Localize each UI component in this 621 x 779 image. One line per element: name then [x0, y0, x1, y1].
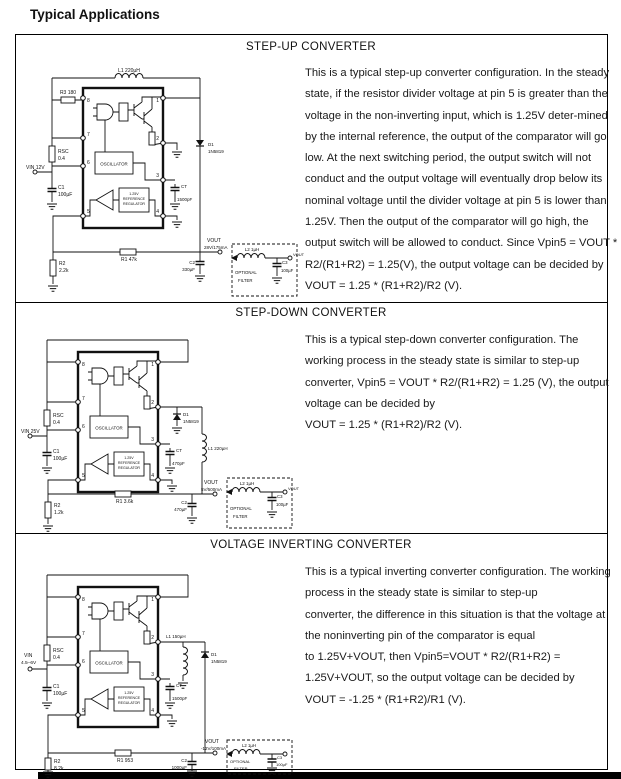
capacitor-ct [171, 184, 180, 194]
inductor-l1-label: L1 220µH [118, 68, 140, 74]
ground-symbol [167, 486, 177, 491]
inductor-l1 [202, 434, 207, 462]
ground-symbol [43, 772, 53, 777]
vout-terminal [213, 492, 217, 496]
desc-line: converter, the difference in this situation is that the voltage at [305, 608, 606, 621]
desc-line: This is a typical step-up converter configuration. In the steady [305, 67, 610, 79]
inductor-l1 [115, 74, 143, 79]
vout-label: VOUT [205, 739, 219, 745]
vin-label: VIN 12V [26, 165, 45, 171]
optional-label: OPTIONAL [230, 759, 251, 764]
c1-value: 100µF [58, 192, 73, 198]
diode-d1 [173, 414, 181, 420]
ct-label: CT [176, 683, 182, 688]
desc-line: This is a typical inverting converter configuration. The working [305, 566, 611, 578]
capacitor-c2 [188, 758, 197, 768]
c2-label: C2 [181, 500, 187, 505]
inductor-l2 [232, 488, 260, 493]
desc-line: 1.25V+VOUT, so the output voltage can be decided by [305, 672, 575, 685]
inductor-l2-label: L2 1µH [242, 743, 256, 748]
rsc-label: RSC [53, 413, 64, 419]
desc-line: nominal voltage until the divider voltage at pin 5 is lower than [305, 194, 607, 207]
ct-label: CT [176, 448, 182, 453]
ground-symbol [172, 152, 182, 157]
c2-value: 330µF [182, 267, 195, 272]
capacitor-c1 [43, 449, 52, 459]
r2-label: R2 [59, 261, 66, 267]
inductor-l2-label: L2 1µH [244, 247, 260, 252]
desc-line: VOUT = 1.25 * (R1+R2)/R2 (V). [305, 419, 463, 432]
desc-line: to 1.25V+VOUT, then Vpin5=VOUT * R2/(R1+R2) = [305, 651, 561, 664]
c3-label: C3 [277, 755, 283, 760]
ground-symbol [267, 768, 277, 773]
d1-value: 1N5819 [211, 659, 227, 664]
rsc-label: RSC [53, 648, 64, 654]
filter-vout-terminal [283, 490, 287, 494]
r1-label: R1 953 [117, 758, 134, 764]
resistor-r3-label: R3 180 [59, 90, 77, 96]
inductor-l2-label: L2 1µH [239, 481, 255, 486]
c3-value: 100µF [276, 502, 289, 507]
capacitor-c2 [196, 258, 205, 268]
c1-value: 100µF [53, 456, 68, 462]
optional-label: OPTIONAL [230, 506, 252, 511]
d1-label: D1 [183, 412, 189, 417]
d1-value: 1N5819 [183, 419, 199, 424]
ground-symbol [172, 222, 182, 227]
c3-label: C3 [277, 494, 283, 499]
desc-line: VOUT = 1.25 * (R1+R2)/R2 (V). [305, 279, 463, 292]
optional-label: OPTIONAL [235, 270, 257, 275]
vout-terminal [218, 250, 222, 254]
resistor-rsc [44, 645, 50, 661]
capacitor-c2 [188, 500, 197, 510]
r1-label: R1 3.6k [116, 499, 134, 505]
arrow-left-icon [226, 489, 232, 495]
desc-line: 1.25V. Then the output of the comparator will go high, the [305, 216, 589, 229]
capacitor-ct [166, 448, 175, 458]
capacitor-ct [166, 683, 175, 693]
r2-label: R2 [54, 503, 61, 509]
filter-vout-terminal [288, 256, 292, 260]
r2-label: R2 [54, 759, 61, 765]
ground-symbol [167, 721, 177, 726]
ground-symbol [170, 204, 180, 209]
optional-filter [226, 740, 292, 774]
resistor-r2 [50, 260, 56, 276]
resistor-r1 [115, 750, 131, 756]
c1-value: 100µF [53, 691, 68, 697]
c2-label: C2 [189, 260, 195, 265]
resistor-rsc [49, 146, 55, 162]
resistor-rsc [44, 410, 50, 426]
d1-label: D1 [211, 652, 217, 657]
inductor-l1-label: L1 220µH [208, 446, 228, 451]
ground-symbol [165, 468, 175, 473]
section-title-inverting: VOLTAGE INVERTING CONVERTER [210, 539, 412, 551]
r2-value: 8.2k [54, 766, 64, 772]
desc-line: output switch will be allowed to conduct. Since Vpin5 = VOUT * [305, 237, 618, 250]
desc-line: This is a typical step-down converter configuration. The [305, 334, 579, 346]
ct-value: 470pF [172, 461, 185, 466]
schematic-voltage-inverting-converter [20, 557, 305, 779]
ground-symbol [48, 286, 58, 291]
c2-label: C2 [181, 758, 187, 763]
diode-d1 [201, 652, 209, 658]
ct-label: CT [181, 184, 187, 189]
c2-value: 470µF [174, 507, 187, 512]
c1-label: C1 [53, 449, 60, 455]
vout-value: 28V/175mA [204, 245, 228, 250]
vin-value: 4.5–6V [21, 661, 37, 666]
desc-line: by the internal reference, the output of the comparator will go [305, 130, 607, 143]
ground-symbol [42, 468, 52, 473]
vin-terminal [28, 667, 32, 671]
ground-symbol [165, 703, 175, 708]
inverting-description [305, 562, 611, 711]
desc-line: state, if the resistor divider voltage at pin 5 is greater than the [305, 88, 608, 101]
schematic-step-up-converter [25, 58, 305, 302]
desc-line: process in the steady state is similar to step-up [305, 587, 538, 600]
vout-value: 5V/500mA [201, 487, 223, 492]
d1-label: D1 [208, 142, 214, 147]
desc-line: working process in the steady state is similar to step-up [305, 355, 580, 368]
resistor-r2 [45, 502, 51, 518]
desc-line: converter, Vpin5 = VOUT * R2/(R1+R2) = 1.25 (V), the output [305, 376, 609, 389]
rsc-value: 0.4 [53, 420, 60, 426]
inductor-l1 [183, 647, 188, 675]
c3-label: C3 [282, 260, 288, 265]
c3-value: 100µF [276, 762, 288, 767]
step-down-description [305, 330, 609, 436]
inductor-l2 [232, 750, 260, 755]
page-title: Typical Applications [30, 7, 160, 22]
inductor-l2 [237, 254, 265, 259]
vout-label: VOUT [207, 238, 221, 244]
filter-vout-label: VOUT [288, 486, 300, 491]
ground-symbol [267, 512, 277, 517]
rsc-label: RSC [58, 149, 69, 155]
desc-line: low. At the next switching period, the output switch will not [305, 152, 592, 165]
desc-line: the noninverting pin of the comparator is equal [305, 629, 536, 642]
ground-symbol [42, 703, 52, 708]
section-title-step-up: STEP-UP CONVERTER [246, 41, 376, 53]
optional-filter [226, 478, 300, 528]
desc-line: voltage in the non-inverting input, which is 1.25V deter-mined [305, 109, 608, 122]
section-divider-1 [15, 302, 607, 303]
c1-label: C1 [58, 185, 65, 191]
section-title-step-down: STEP-DOWN CONVERTER [235, 307, 387, 319]
c2-value: 1000µF [171, 765, 187, 770]
ground-symbol [187, 771, 197, 776]
ground-symbol [172, 428, 182, 433]
capacitor-c1 [43, 684, 52, 694]
r2-value: 2.2k [59, 268, 69, 274]
filter-vout-label: VOUT [293, 252, 305, 257]
vout-value: -12V/100mA [201, 746, 227, 751]
r1-label: R1 47k [121, 257, 137, 263]
r2-value: 1.2k [54, 510, 64, 516]
c3-value: 100µF [281, 268, 294, 273]
optional-filter [231, 244, 305, 296]
ground-symbol [187, 518, 197, 523]
ct-value: 1500pF [172, 696, 188, 701]
vout-terminal [213, 751, 217, 755]
c1-label: C1 [53, 684, 60, 690]
filter-label: FILTER [238, 278, 253, 283]
rsc-value: 0.4 [53, 655, 60, 661]
filter-label: FILTER [233, 514, 248, 519]
ct-value: 1500pF [177, 197, 193, 202]
vin-label: VIN [24, 653, 33, 659]
desc-line: voltage can be decided by [305, 397, 435, 410]
desc-line: R2/(R1+R2) = 1.25(V), the output voltage can be decided by [305, 258, 604, 271]
capacitor-c1 [48, 185, 57, 195]
resistor-r1 [120, 249, 136, 255]
filter-label: FILTER [234, 766, 248, 771]
d1-value: 1N5819 [208, 149, 224, 154]
inductor-l1-label: L1 150µH [166, 634, 186, 639]
desc-line: conduct and the output voltage will eventually drop below its [305, 173, 603, 186]
section-divider-2 [15, 533, 607, 534]
diode-d1 [196, 140, 204, 146]
rsc-value: 0.4 [58, 156, 65, 162]
resistor-r1 [115, 491, 131, 497]
desc-line: VOUT = -1.25 * (R1+R2)/R1 (V). [305, 693, 466, 706]
ground-symbol [195, 276, 205, 281]
vin-label: VIN 25V [21, 429, 40, 435]
ground-symbol [47, 204, 57, 209]
schematic-step-down-converter [20, 322, 305, 532]
step-up-description [305, 63, 618, 297]
vout-label: VOUT [204, 480, 218, 486]
resistor-r3 [61, 97, 75, 103]
ground-symbol [272, 278, 282, 283]
resistor-r2 [45, 758, 51, 770]
filter-vout-terminal [283, 752, 287, 756]
ground-symbol [43, 526, 53, 531]
